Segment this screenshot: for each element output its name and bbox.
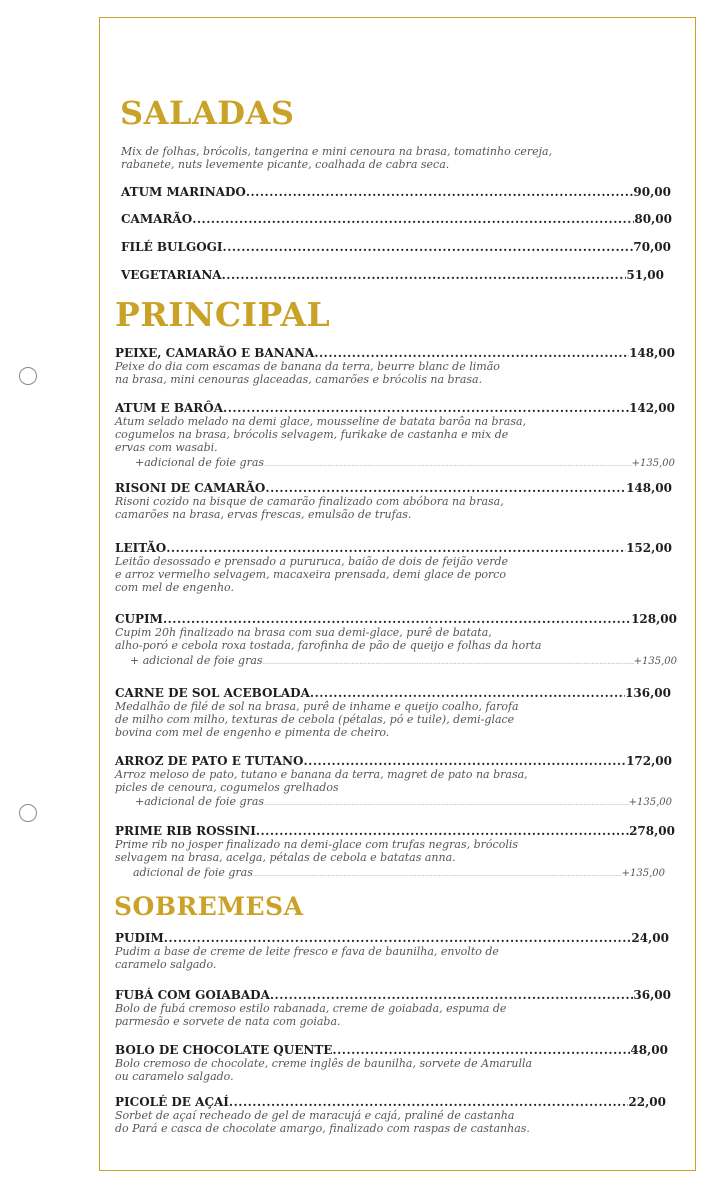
item-price: 148,00 (626, 481, 672, 495)
item-price: 152,00 (626, 541, 672, 555)
saladas-item (121, 240, 671, 254)
item-price: 22,00 (628, 1095, 666, 1109)
item-name: PICOLÉ DE AÇAÍ (115, 1095, 229, 1109)
saladas-item (121, 212, 672, 226)
item-price: 51,00 (626, 268, 664, 282)
principal-item (115, 686, 671, 739)
saladas-description: Mix de folhas, brócolis, tangerina e mini cenoura na brasa, tomatinho cereja, rabanete, nuts levemente picante, coalhada de cabra seca. (121, 145, 553, 171)
item-name: FILÉ BULGOGI (121, 240, 223, 254)
sobremesa-item (115, 931, 669, 971)
item-price: 142,00 (629, 401, 675, 415)
principal-item (115, 612, 677, 670)
item-price: 128,00 (631, 612, 677, 626)
item-name: CUPIM (115, 612, 163, 626)
saladas-item (121, 268, 664, 282)
item-description: Bolo cremoso de chocolate, creme inglês de baunilha, sorvete de Amarulla ou caramelo salgado. (115, 1057, 533, 1083)
item-name: VEGETARIANA (121, 268, 222, 282)
item-description: Sorbet de açaí recheado de gel de maracujá e cajá, praliné de castanha do Pará e casca de chocolate amargo, finalizado com raspas de castanhas. (115, 1109, 530, 1135)
sobremesa-item (115, 1043, 668, 1083)
item-name: PEIXE, CAMARÃO E BANANA (115, 346, 315, 360)
item-description: Bolo de fubá cremoso estilo rabanada, creme de goiabada, espuma de parmesão e sorvete de nata com goiaba. (115, 1002, 507, 1028)
sobremesa-item (115, 988, 671, 1028)
item-price: 136,00 (625, 686, 671, 700)
addon-label: +adicional de foie gras (135, 795, 265, 808)
section-title-saladas: SALADAS (120, 94, 295, 132)
item-description: Risoni cozido na bisque de camarão finalizado com abóbora na brasa, camarões na brasa, ervas frescas, emulsão de trufas. (115, 495, 504, 521)
sobremesa-item (115, 1095, 666, 1135)
addon-label: + adicional de foie gras (130, 654, 263, 667)
item-description: Arroz meloso de pato, tutano e banana da terra, magret de pato na brasa, picles de cenoura, cogumelos grelhados (115, 768, 528, 794)
addon-price: +135,00 (633, 656, 677, 667)
item-name: PRIME RIB ROSSINI (115, 824, 256, 838)
item-description: Prime rib no josper finalizado na demi-glace com trufas negras, brócolis selvagem na brasa, acelga, pétalas de cebola e batatas anna. (115, 838, 519, 864)
item-price: 172,00 (626, 754, 672, 768)
principal-item (115, 824, 675, 882)
item-description: Atum selado melado na demi glace, mousseline de batata barôa na brasa, cogumelos na brasa, brócolis selvagem, furikake de castanha e mix de ervas com wasabi. (115, 415, 527, 454)
principal-item (115, 754, 672, 811)
addon-label: +adicional de foie gras (135, 456, 265, 469)
item-price: 48,00 (630, 1043, 668, 1057)
item-price: 70,00 (633, 240, 671, 254)
item-price: 148,00 (629, 346, 675, 360)
principal-item (115, 401, 675, 472)
item-name: ATUM MARINADO (121, 185, 246, 199)
addon-label: adicional de foie gras (133, 866, 253, 879)
item-price: 278,00 (629, 824, 675, 838)
item-description: Pudim a base de creme de leite fresco e fava de baunilha, envolto de caramelo salgado. (115, 945, 499, 971)
item-description: Cupim 20h finalizado na brasa com sua demi-glace, purê de batata, alho-poró e cebola roxa tostada, farofinha de pão de queijo e folhas da horta (115, 626, 542, 652)
item-description: Peixe do dia com escamas de banana da terra, beurre blanc de limão na brasa, mini cenouras glaceadas, camarões e brócolis na brasa. (115, 360, 500, 386)
principal-item (115, 346, 675, 386)
item-price: 24,00 (631, 931, 669, 945)
addon-price: +135,00 (631, 458, 675, 469)
addon-price: +135,00 (621, 868, 665, 879)
item-description: Leitão desossado e prensado a pururuca, baião de dois de feijão verde e arroz vermelho selvagem, macaxeira prensada, demi glace de porco com mel de engenho. (115, 555, 509, 594)
item-name: ATUM E BARÔA (115, 401, 224, 415)
saladas-item (121, 185, 671, 199)
item-name: CARNE DE SOL ACEBOLADA (115, 686, 310, 700)
item-name: BOLO DE CHOCOLATE QUENTE (115, 1043, 333, 1057)
item-name: ARROZ DE PATO E TUTANO (115, 754, 304, 768)
addon-price: +135,00 (628, 797, 672, 808)
item-name: PUDIM (115, 931, 164, 945)
item-name: CAMARÃO (121, 212, 193, 226)
item-name: RISONI DE CAMARÃO (115, 481, 266, 495)
item-price: 80,00 (634, 212, 672, 226)
item-price: 36,00 (633, 988, 671, 1002)
principal-item (115, 541, 672, 594)
binder-hole-top (19, 367, 37, 385)
item-name: FUBÁ COM GOIABADA (115, 988, 270, 1002)
principal-item (115, 481, 672, 521)
binder-hole-bottom (19, 804, 37, 822)
item-name: LEITÃO (115, 541, 167, 555)
item-price: 90,00 (633, 185, 671, 199)
section-title-principal: PRINCIPAL (115, 295, 331, 334)
item-description: Medalhão de filé de sol na brasa, purê de inhame e queijo coalho, farofa de milho com milho, texturas de cebola (pétalas, pó e tuile), demi-glace bovina com mel de engenho e pimenta de cheiro. (115, 700, 519, 739)
section-title-sobremesa: SOBREMESA (114, 892, 304, 921)
